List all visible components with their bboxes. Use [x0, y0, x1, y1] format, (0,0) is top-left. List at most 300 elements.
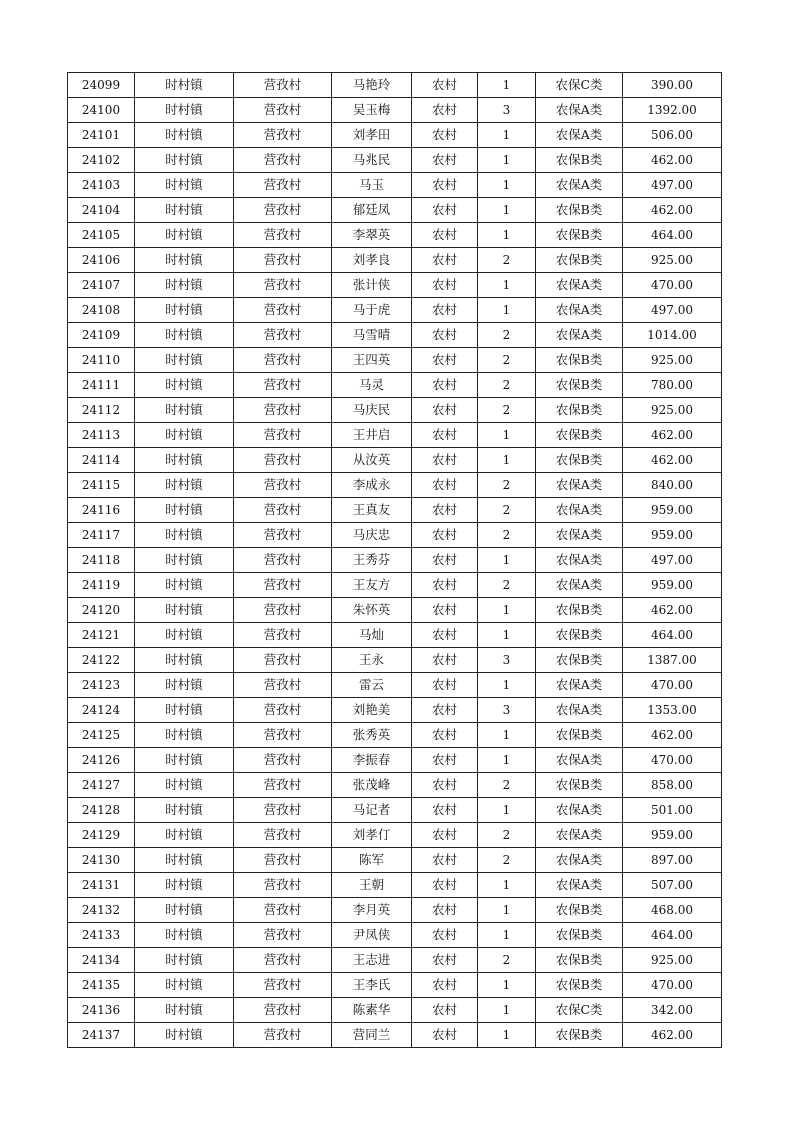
area-type-cell: 农村	[412, 873, 478, 898]
amount-cell: 470.00	[623, 973, 722, 998]
insurance-category-cell: 农保B类	[536, 723, 623, 748]
area-type-cell: 农村	[412, 698, 478, 723]
household-size-cell: 1	[478, 998, 536, 1023]
row-id-cell: 24101	[68, 123, 135, 148]
town-cell: 时村镇	[135, 848, 234, 873]
row-id-cell: 24124	[68, 698, 135, 723]
household-size-cell: 1	[478, 198, 536, 223]
village-cell: 营孜村	[234, 398, 332, 423]
village-cell: 营孜村	[234, 848, 332, 873]
household-size-cell: 1	[478, 873, 536, 898]
row-id-cell: 24103	[68, 173, 135, 198]
insurance-category-cell: 农保A类	[536, 473, 623, 498]
village-cell: 营孜村	[234, 323, 332, 348]
area-type-cell: 农村	[412, 773, 478, 798]
household-size-cell: 2	[478, 773, 536, 798]
insurance-category-cell: 农保B类	[536, 973, 623, 998]
amount-cell: 959.00	[623, 823, 722, 848]
area-type-cell: 农村	[412, 123, 478, 148]
amount-cell: 858.00	[623, 773, 722, 798]
row-id-cell: 24117	[68, 523, 135, 548]
name-cell: 王井启	[332, 423, 412, 448]
household-size-cell: 3	[478, 698, 536, 723]
amount-cell: 464.00	[623, 923, 722, 948]
amount-cell: 1392.00	[623, 98, 722, 123]
amount-cell: 780.00	[623, 373, 722, 398]
insurance-category-cell: 农保B类	[536, 423, 623, 448]
name-cell: 马记者	[332, 798, 412, 823]
name-cell: 刘孝仃	[332, 823, 412, 848]
household-size-cell: 2	[478, 823, 536, 848]
area-type-cell: 农村	[412, 248, 478, 273]
table-row	[68, 648, 722, 673]
row-id-cell: 24131	[68, 873, 135, 898]
household-size-cell: 2	[478, 573, 536, 598]
village-cell: 营孜村	[234, 148, 332, 173]
town-cell: 时村镇	[135, 998, 234, 1023]
household-size-cell: 3	[478, 648, 536, 673]
household-size-cell: 1	[478, 123, 536, 148]
row-id-cell: 24128	[68, 798, 135, 823]
amount-cell: 840.00	[623, 473, 722, 498]
village-cell: 营孜村	[234, 873, 332, 898]
amount-cell: 462.00	[623, 723, 722, 748]
town-cell: 时村镇	[135, 648, 234, 673]
amount-cell: 925.00	[623, 248, 722, 273]
table-row	[68, 773, 722, 798]
town-cell: 时村镇	[135, 1023, 234, 1048]
row-id-cell: 24111	[68, 373, 135, 398]
village-cell: 营孜村	[234, 348, 332, 373]
table-row	[68, 698, 722, 723]
amount-cell: 468.00	[623, 898, 722, 923]
household-size-cell: 2	[478, 348, 536, 373]
insurance-category-cell: 农保B类	[536, 923, 623, 948]
household-size-cell: 2	[478, 948, 536, 973]
household-size-cell: 1	[478, 623, 536, 648]
area-type-cell: 农村	[412, 823, 478, 848]
table-row	[68, 998, 722, 1023]
town-cell: 时村镇	[135, 948, 234, 973]
household-size-cell: 2	[478, 473, 536, 498]
name-cell: 从汝英	[332, 448, 412, 473]
household-size-cell: 1	[478, 173, 536, 198]
table-row	[68, 923, 722, 948]
town-cell: 时村镇	[135, 673, 234, 698]
household-size-cell: 1	[478, 673, 536, 698]
household-size-cell: 3	[478, 98, 536, 123]
household-size-cell: 1	[478, 973, 536, 998]
amount-cell: 390.00	[623, 73, 722, 98]
insurance-category-cell: 农保B类	[536, 448, 623, 473]
insurance-category-cell: 农保B类	[536, 248, 623, 273]
amount-cell: 462.00	[623, 198, 722, 223]
name-cell: 李振春	[332, 748, 412, 773]
amount-cell: 462.00	[623, 423, 722, 448]
table-row	[68, 473, 722, 498]
area-type-cell: 农村	[412, 848, 478, 873]
table-row	[68, 1023, 722, 1048]
insurance-category-cell: 农保C类	[536, 998, 623, 1023]
table-row	[68, 873, 722, 898]
insurance-category-cell: 农保A类	[536, 573, 623, 598]
insurance-category-cell: 农保B类	[536, 398, 623, 423]
village-cell: 营孜村	[234, 898, 332, 923]
name-cell: 马灿	[332, 623, 412, 648]
row-id-cell: 24118	[68, 548, 135, 573]
town-cell: 时村镇	[135, 173, 234, 198]
town-cell: 时村镇	[135, 73, 234, 98]
amount-cell: 925.00	[623, 948, 722, 973]
village-cell: 营孜村	[234, 573, 332, 598]
village-cell: 营孜村	[234, 498, 332, 523]
name-cell: 王友方	[332, 573, 412, 598]
village-cell: 营孜村	[234, 98, 332, 123]
area-type-cell: 农村	[412, 298, 478, 323]
town-cell: 时村镇	[135, 698, 234, 723]
area-type-cell: 农村	[412, 273, 478, 298]
name-cell: 王朝	[332, 873, 412, 898]
amount-cell: 1014.00	[623, 323, 722, 348]
amount-cell: 497.00	[623, 548, 722, 573]
table-row	[68, 123, 722, 148]
table-row	[68, 298, 722, 323]
amount-cell: 462.00	[623, 148, 722, 173]
table-row	[68, 548, 722, 573]
table-row	[68, 973, 722, 998]
village-cell: 营孜村	[234, 623, 332, 648]
village-cell: 营孜村	[234, 598, 332, 623]
document-page	[67, 72, 721, 1046]
insurance-category-cell: 农保A类	[536, 848, 623, 873]
area-type-cell: 农村	[412, 348, 478, 373]
name-cell: 王秀芬	[332, 548, 412, 573]
row-id-cell: 24126	[68, 748, 135, 773]
name-cell: 朱怀英	[332, 598, 412, 623]
town-cell: 时村镇	[135, 423, 234, 448]
village-cell: 营孜村	[234, 173, 332, 198]
town-cell: 时村镇	[135, 323, 234, 348]
household-size-cell: 2	[478, 498, 536, 523]
row-id-cell: 24102	[68, 148, 135, 173]
amount-cell: 959.00	[623, 573, 722, 598]
area-type-cell: 农村	[412, 373, 478, 398]
name-cell: 王永	[332, 648, 412, 673]
area-type-cell: 农村	[412, 923, 478, 948]
town-cell: 时村镇	[135, 223, 234, 248]
name-cell: 张茂峰	[332, 773, 412, 798]
insurance-category-cell: 农保A类	[536, 823, 623, 848]
village-cell: 营孜村	[234, 648, 332, 673]
town-cell: 时村镇	[135, 198, 234, 223]
table-row	[68, 498, 722, 523]
household-size-cell: 1	[478, 898, 536, 923]
village-cell: 营孜村	[234, 823, 332, 848]
insurance-category-cell: 农保B类	[536, 148, 623, 173]
amount-cell: 342.00	[623, 998, 722, 1023]
row-id-cell: 24136	[68, 998, 135, 1023]
household-size-cell: 1	[478, 548, 536, 573]
table-row	[68, 448, 722, 473]
insurance-category-cell: 农保A类	[536, 798, 623, 823]
name-cell: 马兆民	[332, 148, 412, 173]
row-id-cell: 24110	[68, 348, 135, 373]
insurance-category-cell: 农保A类	[536, 498, 623, 523]
table-row	[68, 573, 722, 598]
name-cell: 刘孝田	[332, 123, 412, 148]
village-cell: 营孜村	[234, 748, 332, 773]
amount-cell: 497.00	[623, 298, 722, 323]
insurance-category-cell: 农保A类	[536, 523, 623, 548]
area-type-cell: 农村	[412, 973, 478, 998]
insurance-category-cell: 农保B类	[536, 373, 623, 398]
name-cell: 王志进	[332, 948, 412, 973]
row-id-cell: 24123	[68, 673, 135, 698]
name-cell: 张计侠	[332, 273, 412, 298]
area-type-cell: 农村	[412, 473, 478, 498]
household-size-cell: 2	[478, 323, 536, 348]
row-id-cell: 24135	[68, 973, 135, 998]
name-cell: 马艳玲	[332, 73, 412, 98]
village-cell: 营孜村	[234, 923, 332, 948]
table-row	[68, 273, 722, 298]
household-size-cell: 1	[478, 273, 536, 298]
area-type-cell: 农村	[412, 448, 478, 473]
area-type-cell: 农村	[412, 523, 478, 548]
town-cell: 时村镇	[135, 548, 234, 573]
household-size-cell: 1	[478, 723, 536, 748]
row-id-cell: 24108	[68, 298, 135, 323]
village-cell: 营孜村	[234, 798, 332, 823]
village-cell: 营孜村	[234, 548, 332, 573]
table-body	[68, 73, 722, 1048]
row-id-cell: 24132	[68, 898, 135, 923]
amount-cell: 470.00	[623, 748, 722, 773]
amount-cell: 464.00	[623, 623, 722, 648]
name-cell: 王四英	[332, 348, 412, 373]
amount-cell: 897.00	[623, 848, 722, 873]
table-row	[68, 323, 722, 348]
name-cell: 陈军	[332, 848, 412, 873]
amount-cell: 506.00	[623, 123, 722, 148]
area-type-cell: 农村	[412, 998, 478, 1023]
town-cell: 时村镇	[135, 973, 234, 998]
village-cell: 营孜村	[234, 723, 332, 748]
name-cell: 李月英	[332, 898, 412, 923]
village-cell: 营孜村	[234, 73, 332, 98]
village-cell: 营孜村	[234, 948, 332, 973]
row-id-cell: 24121	[68, 623, 135, 648]
area-type-cell: 农村	[412, 198, 478, 223]
name-cell: 尹凤侠	[332, 923, 412, 948]
table-row	[68, 148, 722, 173]
town-cell: 时村镇	[135, 448, 234, 473]
insurance-category-cell: 农保A类	[536, 123, 623, 148]
amount-cell: 462.00	[623, 1023, 722, 1048]
amount-cell: 925.00	[623, 398, 722, 423]
area-type-cell: 农村	[412, 423, 478, 448]
village-cell: 营孜村	[234, 273, 332, 298]
insurance-category-cell: 农保B类	[536, 348, 623, 373]
name-cell: 马玉	[332, 173, 412, 198]
insurance-category-cell: 农保B类	[536, 773, 623, 798]
insurance-category-cell: 农保B类	[536, 1023, 623, 1048]
village-cell: 营孜村	[234, 248, 332, 273]
table-row	[68, 798, 722, 823]
row-id-cell: 24134	[68, 948, 135, 973]
town-cell: 时村镇	[135, 923, 234, 948]
area-type-cell: 农村	[412, 548, 478, 573]
household-size-cell: 1	[478, 73, 536, 98]
insurance-category-cell: 农保B类	[536, 198, 623, 223]
name-cell: 马灵	[332, 373, 412, 398]
village-cell: 营孜村	[234, 373, 332, 398]
town-cell: 时村镇	[135, 598, 234, 623]
area-type-cell: 农村	[412, 623, 478, 648]
town-cell: 时村镇	[135, 248, 234, 273]
area-type-cell: 农村	[412, 598, 478, 623]
table-row	[68, 373, 722, 398]
household-size-cell: 2	[478, 373, 536, 398]
area-type-cell: 农村	[412, 723, 478, 748]
table-row	[68, 198, 722, 223]
row-id-cell: 24122	[68, 648, 135, 673]
name-cell: 张秀英	[332, 723, 412, 748]
row-id-cell: 24116	[68, 498, 135, 523]
household-size-cell: 1	[478, 223, 536, 248]
household-size-cell: 1	[478, 748, 536, 773]
name-cell: 郁廷凤	[332, 198, 412, 223]
amount-cell: 470.00	[623, 273, 722, 298]
row-id-cell: 24113	[68, 423, 135, 448]
name-cell: 王真友	[332, 498, 412, 523]
amount-cell: 462.00	[623, 448, 722, 473]
insurance-category-cell: 农保A类	[536, 873, 623, 898]
town-cell: 时村镇	[135, 373, 234, 398]
town-cell: 时村镇	[135, 298, 234, 323]
row-id-cell: 24115	[68, 473, 135, 498]
town-cell: 时村镇	[135, 773, 234, 798]
household-size-cell: 2	[478, 848, 536, 873]
town-cell: 时村镇	[135, 348, 234, 373]
table-row	[68, 673, 722, 698]
insurance-category-cell: 农保A类	[536, 173, 623, 198]
table-row	[68, 223, 722, 248]
name-cell: 马庆民	[332, 398, 412, 423]
area-type-cell: 农村	[412, 948, 478, 973]
area-type-cell: 农村	[412, 798, 478, 823]
village-cell: 营孜村	[234, 123, 332, 148]
town-cell: 时村镇	[135, 873, 234, 898]
insurance-category-cell: 农保B类	[536, 648, 623, 673]
table-row	[68, 398, 722, 423]
table-row	[68, 723, 722, 748]
table-row	[68, 248, 722, 273]
amount-cell: 497.00	[623, 173, 722, 198]
table-row	[68, 898, 722, 923]
table-row	[68, 823, 722, 848]
amount-cell: 959.00	[623, 523, 722, 548]
name-cell: 马于虎	[332, 298, 412, 323]
row-id-cell: 24104	[68, 198, 135, 223]
area-type-cell: 农村	[412, 573, 478, 598]
village-cell: 营孜村	[234, 973, 332, 998]
name-cell: 雷云	[332, 673, 412, 698]
town-cell: 时村镇	[135, 898, 234, 923]
area-type-cell: 农村	[412, 73, 478, 98]
household-size-cell: 1	[478, 148, 536, 173]
insurance-category-cell: 农保A类	[536, 698, 623, 723]
row-id-cell: 24112	[68, 398, 135, 423]
town-cell: 时村镇	[135, 273, 234, 298]
town-cell: 时村镇	[135, 98, 234, 123]
area-type-cell: 农村	[412, 748, 478, 773]
town-cell: 时村镇	[135, 723, 234, 748]
village-cell: 营孜村	[234, 773, 332, 798]
town-cell: 时村镇	[135, 523, 234, 548]
insurance-category-cell: 农保B类	[536, 598, 623, 623]
amount-cell: 1387.00	[623, 648, 722, 673]
table-row	[68, 848, 722, 873]
row-id-cell: 24127	[68, 773, 135, 798]
household-size-cell: 2	[478, 248, 536, 273]
row-id-cell: 24130	[68, 848, 135, 873]
name-cell: 营同兰	[332, 1023, 412, 1048]
insurance-category-cell: 农保A类	[536, 323, 623, 348]
insurance-category-cell: 农保A类	[536, 98, 623, 123]
row-id-cell: 24125	[68, 723, 135, 748]
town-cell: 时村镇	[135, 473, 234, 498]
row-id-cell: 24137	[68, 1023, 135, 1048]
row-id-cell: 24099	[68, 73, 135, 98]
table-row	[68, 623, 722, 648]
area-type-cell: 农村	[412, 648, 478, 673]
table-row	[68, 348, 722, 373]
village-cell: 营孜村	[234, 423, 332, 448]
household-size-cell: 1	[478, 448, 536, 473]
row-id-cell: 24129	[68, 823, 135, 848]
village-cell: 营孜村	[234, 448, 332, 473]
insurance-category-cell: 农保B类	[536, 223, 623, 248]
village-cell: 营孜村	[234, 698, 332, 723]
name-cell: 李成永	[332, 473, 412, 498]
insurance-category-cell: 农保A类	[536, 548, 623, 573]
amount-cell: 462.00	[623, 598, 722, 623]
town-cell: 时村镇	[135, 148, 234, 173]
town-cell: 时村镇	[135, 123, 234, 148]
household-size-cell: 1	[478, 298, 536, 323]
amount-cell: 959.00	[623, 498, 722, 523]
area-type-cell: 农村	[412, 323, 478, 348]
area-type-cell: 农村	[412, 1023, 478, 1048]
table-row	[68, 423, 722, 448]
area-type-cell: 农村	[412, 498, 478, 523]
amount-cell: 464.00	[623, 223, 722, 248]
row-id-cell: 24109	[68, 323, 135, 348]
town-cell: 时村镇	[135, 823, 234, 848]
household-size-cell: 2	[478, 523, 536, 548]
row-id-cell: 24105	[68, 223, 135, 248]
area-type-cell: 农村	[412, 98, 478, 123]
amount-cell: 1353.00	[623, 698, 722, 723]
insurance-category-cell: 农保A类	[536, 273, 623, 298]
row-id-cell: 24133	[68, 923, 135, 948]
insurance-category-cell: 农保A类	[536, 748, 623, 773]
household-size-cell: 1	[478, 923, 536, 948]
village-cell: 营孜村	[234, 523, 332, 548]
table-row	[68, 523, 722, 548]
row-id-cell: 24114	[68, 448, 135, 473]
